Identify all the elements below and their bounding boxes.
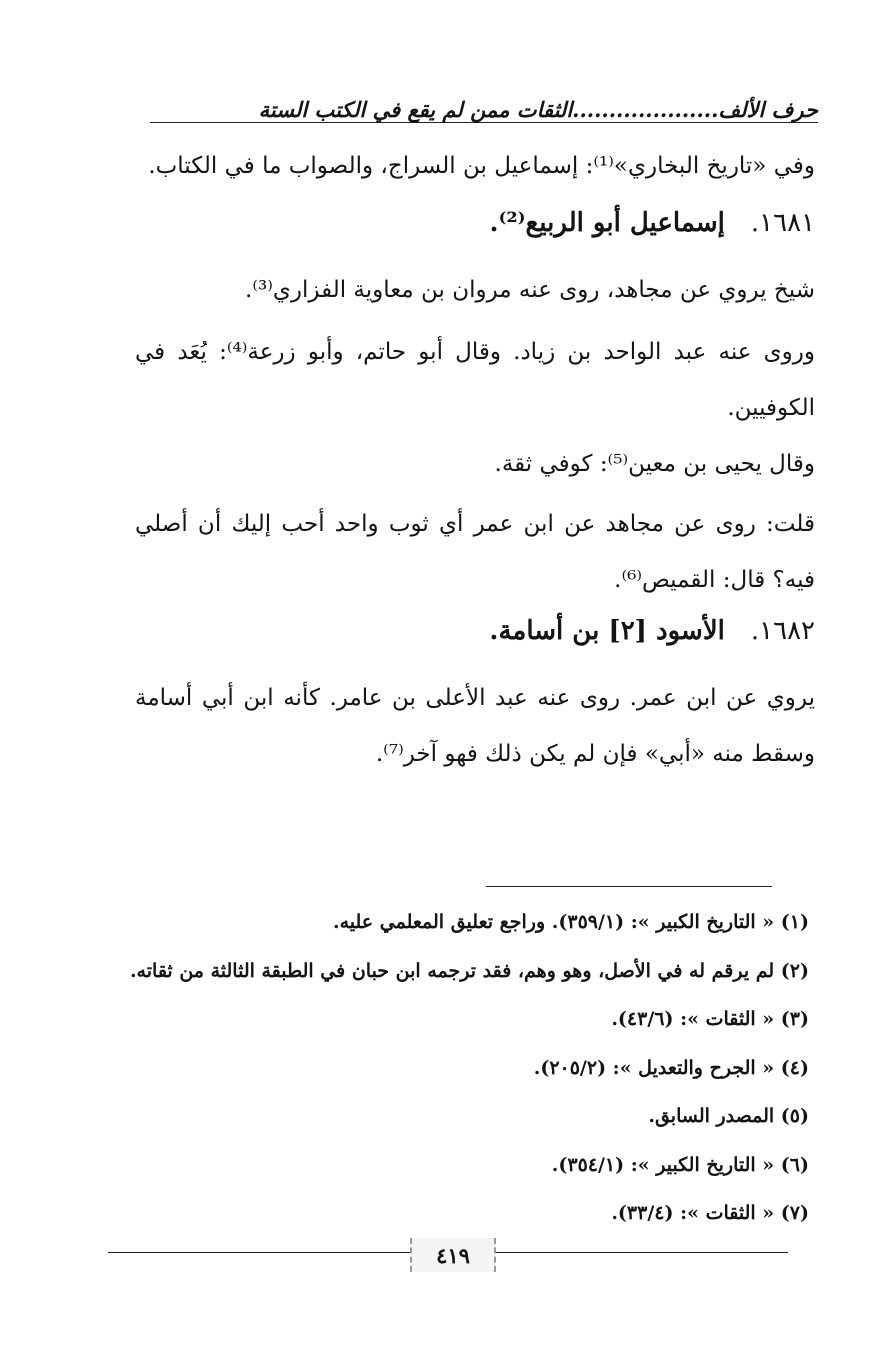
entry-number: ١٦٨٢. xyxy=(750,616,815,646)
book-title: الثقات ممن لم يقع في الكتب الستة xyxy=(258,97,573,122)
running-header xyxy=(150,82,818,123)
footnote-5: (٥) المصدر السابق. xyxy=(648,1105,809,1127)
footnote-separator xyxy=(486,886,772,887)
header-dots: .................... xyxy=(572,97,719,122)
entry-heading-1681 xyxy=(490,208,815,238)
footnote-2: (٢) لم يرقم له في الأصل، وهو وهم، فقد ترجمه ابن حبان في الطبقة الثالثة من ثقاته. xyxy=(129,959,809,982)
paragraph-4: وقال يحيى بن معين⁽⁵⁾: كوفي ثقة. xyxy=(494,451,815,477)
footnote-4: (٤) « الجرح والتعديل »: (٢٠٥/٢). xyxy=(533,1056,809,1079)
footnote-1: (١) « التاريخ الكبير »: (٣٥٩/١). وراجع تعليق المعلمي عليه. xyxy=(332,911,809,933)
entry-name: الأسود [٢] بن أسامة. xyxy=(489,616,725,646)
paragraph-6: يروي عن ابن عمر. روى عنه عبد الأعلى بن عامر. كأنه ابن أبي أسامة وسقط منه «أبي» فإن لم يكن ذلك فهو آخر⁽⁷⁾. xyxy=(135,685,815,767)
chapter-name: حرف الألف xyxy=(718,97,818,122)
paragraph-5: قلت: روى عن مجاهد عن ابن عمر أي ثوب واحد أحب إليك أن أصلي فيه؟ قال: القميص⁽⁶⁾. xyxy=(135,511,815,593)
page-number: ٤١٩ xyxy=(410,1238,496,1272)
entry-heading-1682 xyxy=(489,616,815,646)
entry-name: إسماعيل أبو الربيع⁽²⁾. xyxy=(489,208,725,238)
entry-number: ١٦٨١. xyxy=(750,208,815,238)
footnote-3: (٣) « الثقات »: (٤٣/٦). xyxy=(611,1008,809,1030)
footnotes xyxy=(129,898,809,1238)
footnote-7: (٧) « الثقات »: (٣٣/٤). xyxy=(611,1202,809,1224)
paragraph-1: وفي «تاريخ البخاري»⁽¹⁾: إسماعيل بن السراج، والصواب ما في الكتاب. xyxy=(148,153,815,179)
paragraph-3: وروى عنه عبد الواحد بن زياد. وقال أبو حاتم، وأبو زرعة⁽⁴⁾: يُعَد في الكوفيين. xyxy=(135,339,815,421)
footnote-6: (٦) « التاريخ الكبير »: (٣٥٤/١). xyxy=(551,1153,809,1176)
paragraph-2: شيخ يروي عن مجاهد، روى عنه مروان بن معاوية الفزاري⁽³⁾. xyxy=(245,277,815,303)
chapter-title xyxy=(259,97,818,122)
